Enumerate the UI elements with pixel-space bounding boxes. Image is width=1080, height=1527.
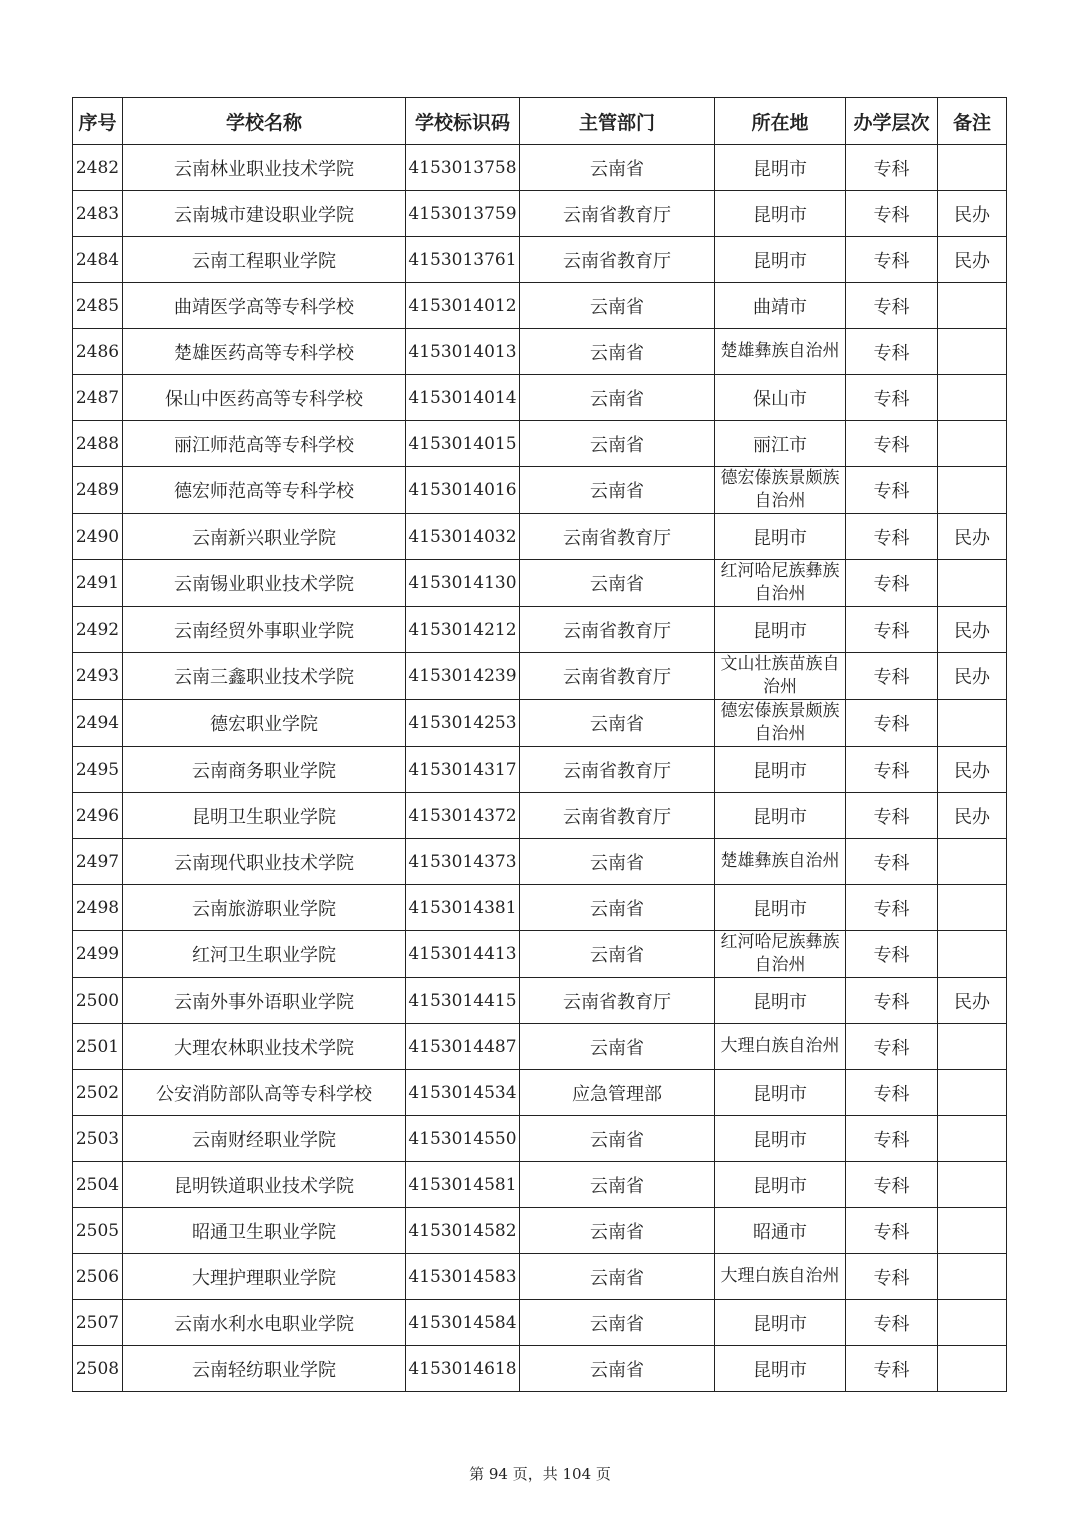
cell-location: 红河哈尼族彝族自治州 — [715, 560, 846, 607]
cell-location: 昆明市 — [715, 1070, 846, 1116]
cell-department: 云南省 — [520, 467, 715, 514]
cell-department: 云南省 — [520, 375, 715, 421]
cell-department: 云南省 — [520, 1116, 715, 1162]
cell-seq: 2490 — [73, 514, 123, 560]
cell-level: 专科 — [846, 1070, 938, 1116]
cell-level: 专科 — [846, 514, 938, 560]
header-location: 所在地 — [715, 98, 846, 145]
cell-department: 云南省教育厅 — [520, 978, 715, 1024]
cell-school-name: 大理护理职业学院 — [123, 1254, 406, 1300]
cell-seq: 2484 — [73, 237, 123, 283]
cell-school-name: 云南经贸外事职业学院 — [123, 607, 406, 653]
cell-school-code: 4153014012 — [406, 283, 520, 329]
cell-seq: 2499 — [73, 931, 123, 978]
cell-school-name: 楚雄医药高等专科学校 — [123, 329, 406, 375]
cell-remark — [938, 467, 1007, 514]
cell-school-name: 德宏职业学院 — [123, 700, 406, 747]
table-row — [73, 839, 1007, 885]
cell-school-name: 云南轻纺职业学院 — [123, 1346, 406, 1392]
cell-school-name: 云南旅游职业学院 — [123, 885, 406, 931]
cell-level: 专科 — [846, 653, 938, 700]
cell-remark: 民办 — [938, 607, 1007, 653]
cell-location: 昆明市 — [715, 1346, 846, 1392]
cell-seq: 2492 — [73, 607, 123, 653]
cell-location: 楚雄彝族自治州 — [715, 329, 846, 375]
cell-location: 保山市 — [715, 375, 846, 421]
cell-school-code: 4153014014 — [406, 375, 520, 421]
cell-location: 昆明市 — [715, 514, 846, 560]
cell-level: 专科 — [846, 885, 938, 931]
cell-remark: 民办 — [938, 191, 1007, 237]
table-row — [73, 1116, 1007, 1162]
cell-department: 云南省 — [520, 329, 715, 375]
cell-level: 专科 — [846, 375, 938, 421]
cell-remark: 民办 — [938, 747, 1007, 793]
table-row — [73, 885, 1007, 931]
cell-school-name: 德宏师范高等专科学校 — [123, 467, 406, 514]
cell-location: 大理白族自治州 — [715, 1024, 846, 1070]
cell-school-name: 云南林业职业技术学院 — [123, 145, 406, 191]
cell-level: 专科 — [846, 1208, 938, 1254]
cell-level: 专科 — [846, 931, 938, 978]
cell-level: 专科 — [846, 747, 938, 793]
cell-school-name: 丽江师范高等专科学校 — [123, 421, 406, 467]
table-row — [73, 1254, 1007, 1300]
cell-school-name: 云南财经职业学院 — [123, 1116, 406, 1162]
cell-school-code: 4153014583 — [406, 1254, 520, 1300]
table-row — [73, 607, 1007, 653]
table-row — [73, 1346, 1007, 1392]
table-row — [73, 514, 1007, 560]
cell-school-code: 4153014373 — [406, 839, 520, 885]
cell-school-code: 4153014130 — [406, 560, 520, 607]
cell-seq: 2491 — [73, 560, 123, 607]
header-seq: 序号 — [73, 98, 123, 145]
cell-department: 云南省 — [520, 839, 715, 885]
cell-seq: 2487 — [73, 375, 123, 421]
table-row — [73, 467, 1007, 514]
cell-school-name: 云南锡业职业技术学院 — [123, 560, 406, 607]
table-row — [73, 560, 1007, 607]
cell-school-code: 4153014013 — [406, 329, 520, 375]
cell-remark: 民办 — [938, 978, 1007, 1024]
cell-department: 云南省 — [520, 1346, 715, 1392]
cell-level: 专科 — [846, 607, 938, 653]
cell-school-name: 云南水利水电职业学院 — [123, 1300, 406, 1346]
cell-remark — [938, 839, 1007, 885]
cell-seq: 2494 — [73, 700, 123, 747]
cell-school-name: 云南工程职业学院 — [123, 237, 406, 283]
cell-school-name: 云南外事外语职业学院 — [123, 978, 406, 1024]
cell-school-code: 4153014239 — [406, 653, 520, 700]
cell-school-code: 4153014015 — [406, 421, 520, 467]
cell-location: 昆明市 — [715, 978, 846, 1024]
cell-department: 云南省 — [520, 145, 715, 191]
cell-location: 德宏傣族景颇族自治州 — [715, 700, 846, 747]
table-row — [73, 145, 1007, 191]
cell-level: 专科 — [846, 793, 938, 839]
cell-location: 昆明市 — [715, 885, 846, 931]
cell-level: 专科 — [846, 1162, 938, 1208]
table-row — [73, 375, 1007, 421]
cell-seq: 2501 — [73, 1024, 123, 1070]
header-school-code: 学校标识码 — [406, 98, 520, 145]
cell-department: 云南省 — [520, 1300, 715, 1346]
cell-level: 专科 — [846, 700, 938, 747]
cell-school-name: 云南商务职业学院 — [123, 747, 406, 793]
cell-school-code: 4153014016 — [406, 467, 520, 514]
cell-school-code: 4153014618 — [406, 1346, 520, 1392]
cell-school-name: 公安消防部队高等专科学校 — [123, 1070, 406, 1116]
cell-department: 云南省教育厅 — [520, 747, 715, 793]
cell-location: 昆明市 — [715, 145, 846, 191]
cell-remark — [938, 700, 1007, 747]
cell-remark — [938, 375, 1007, 421]
cell-remark — [938, 1116, 1007, 1162]
cell-school-code: 4153014032 — [406, 514, 520, 560]
cell-seq: 2482 — [73, 145, 123, 191]
table-row — [73, 700, 1007, 747]
cell-level: 专科 — [846, 283, 938, 329]
cell-seq: 2504 — [73, 1162, 123, 1208]
cell-level: 专科 — [846, 1024, 938, 1070]
cell-seq: 2498 — [73, 885, 123, 931]
cell-school-name: 云南三鑫职业技术学院 — [123, 653, 406, 700]
cell-school-code: 4153014413 — [406, 931, 520, 978]
cell-location: 大理白族自治州 — [715, 1254, 846, 1300]
cell-level: 专科 — [846, 421, 938, 467]
table-row — [73, 191, 1007, 237]
table-row — [73, 1162, 1007, 1208]
table-row — [73, 793, 1007, 839]
cell-seq: 2489 — [73, 467, 123, 514]
cell-level: 专科 — [846, 467, 938, 514]
header-level: 办学层次 — [846, 98, 938, 145]
cell-location: 昆明市 — [715, 1162, 846, 1208]
cell-school-code: 4153014372 — [406, 793, 520, 839]
table-row — [73, 653, 1007, 700]
cell-level: 专科 — [846, 191, 938, 237]
cell-remark: 民办 — [938, 653, 1007, 700]
cell-location: 文山壮族苗族自治州 — [715, 653, 846, 700]
cell-school-name: 云南新兴职业学院 — [123, 514, 406, 560]
cell-school-code: 4153013759 — [406, 191, 520, 237]
table-row — [73, 421, 1007, 467]
cell-seq: 2505 — [73, 1208, 123, 1254]
table-row — [73, 283, 1007, 329]
cell-remark — [938, 1300, 1007, 1346]
cell-level: 专科 — [846, 329, 938, 375]
cell-location: 昭通市 — [715, 1208, 846, 1254]
cell-school-name: 大理农林职业技术学院 — [123, 1024, 406, 1070]
cell-location: 红河哈尼族彝族自治州 — [715, 931, 846, 978]
cell-seq: 2488 — [73, 421, 123, 467]
cell-department: 云南省 — [520, 1162, 715, 1208]
cell-school-code: 4153014582 — [406, 1208, 520, 1254]
cell-location: 曲靖市 — [715, 283, 846, 329]
cell-school-code: 4153014550 — [406, 1116, 520, 1162]
cell-school-code: 4153014584 — [406, 1300, 520, 1346]
cell-remark — [938, 1070, 1007, 1116]
cell-school-name: 保山中医药高等专科学校 — [123, 375, 406, 421]
cell-school-code: 4153014212 — [406, 607, 520, 653]
cell-remark — [938, 329, 1007, 375]
cell-school-code: 4153013758 — [406, 145, 520, 191]
cell-remark — [938, 1254, 1007, 1300]
cell-location: 楚雄彝族自治州 — [715, 839, 846, 885]
cell-seq: 2497 — [73, 839, 123, 885]
cell-remark — [938, 560, 1007, 607]
cell-level: 专科 — [846, 145, 938, 191]
header-school-name: 学校名称 — [123, 98, 406, 145]
table-row — [73, 747, 1007, 793]
cell-school-name: 云南城市建设职业学院 — [123, 191, 406, 237]
cell-seq: 2502 — [73, 1070, 123, 1116]
cell-department: 云南省 — [520, 283, 715, 329]
cell-level: 专科 — [846, 978, 938, 1024]
cell-school-code: 4153014534 — [406, 1070, 520, 1116]
cell-level: 专科 — [846, 1300, 938, 1346]
cell-department: 云南省教育厅 — [520, 237, 715, 283]
cell-level: 专科 — [846, 1346, 938, 1392]
cell-location: 昆明市 — [715, 1116, 846, 1162]
cell-seq: 2483 — [73, 191, 123, 237]
cell-department: 云南省 — [520, 1024, 715, 1070]
cell-department: 云南省 — [520, 1254, 715, 1300]
cell-department: 应急管理部 — [520, 1070, 715, 1116]
cell-seq: 2495 — [73, 747, 123, 793]
cell-level: 专科 — [846, 839, 938, 885]
table-row — [73, 1024, 1007, 1070]
school-list-table — [72, 97, 1007, 1392]
cell-school-code: 4153014381 — [406, 885, 520, 931]
table-row — [73, 329, 1007, 375]
cell-school-code: 4153014581 — [406, 1162, 520, 1208]
header-department: 主管部门 — [520, 98, 715, 145]
cell-school-name: 昭通卫生职业学院 — [123, 1208, 406, 1254]
cell-department: 云南省教育厅 — [520, 191, 715, 237]
header-remark: 备注 — [938, 98, 1007, 145]
cell-seq: 2503 — [73, 1116, 123, 1162]
table-row — [73, 978, 1007, 1024]
cell-remark: 民办 — [938, 793, 1007, 839]
cell-department: 云南省教育厅 — [520, 793, 715, 839]
cell-location: 昆明市 — [715, 793, 846, 839]
cell-school-name: 云南现代职业技术学院 — [123, 839, 406, 885]
cell-remark — [938, 931, 1007, 978]
cell-department: 云南省 — [520, 421, 715, 467]
cell-school-code: 4153013761 — [406, 237, 520, 283]
cell-department: 云南省 — [520, 700, 715, 747]
cell-school-name: 昆明铁道职业技术学院 — [123, 1162, 406, 1208]
cell-level: 专科 — [846, 1116, 938, 1162]
cell-level: 专科 — [846, 560, 938, 607]
cell-school-code: 4153014487 — [406, 1024, 520, 1070]
cell-seq: 2508 — [73, 1346, 123, 1392]
cell-school-name: 昆明卫生职业学院 — [123, 793, 406, 839]
header-row — [73, 98, 1007, 145]
table-row — [73, 931, 1007, 978]
table-row — [73, 1070, 1007, 1116]
table-row — [73, 1300, 1007, 1346]
cell-department: 云南省 — [520, 885, 715, 931]
page-footer: 第 94 页，共 104 页 — [469, 1465, 611, 1483]
cell-location: 德宏傣族景颇族自治州 — [715, 467, 846, 514]
cell-school-code: 4153014415 — [406, 978, 520, 1024]
cell-remark — [938, 1162, 1007, 1208]
cell-department: 云南省教育厅 — [520, 653, 715, 700]
cell-remark — [938, 1208, 1007, 1254]
cell-department: 云南省 — [520, 1208, 715, 1254]
cell-school-name: 曲靖医学高等专科学校 — [123, 283, 406, 329]
table-row — [73, 237, 1007, 283]
cell-remark — [938, 145, 1007, 191]
cell-department: 云南省 — [520, 931, 715, 978]
cell-seq: 2506 — [73, 1254, 123, 1300]
cell-remark — [938, 1346, 1007, 1392]
cell-location: 丽江市 — [715, 421, 846, 467]
cell-location: 昆明市 — [715, 747, 846, 793]
cell-location: 昆明市 — [715, 607, 846, 653]
cell-department: 云南省教育厅 — [520, 607, 715, 653]
cell-level: 专科 — [846, 1254, 938, 1300]
cell-remark — [938, 885, 1007, 931]
cell-remark — [938, 283, 1007, 329]
table-row — [73, 1208, 1007, 1254]
cell-level: 专科 — [846, 237, 938, 283]
cell-seq: 2496 — [73, 793, 123, 839]
cell-seq: 2485 — [73, 283, 123, 329]
cell-remark — [938, 421, 1007, 467]
cell-department: 云南省 — [520, 560, 715, 607]
cell-seq: 2507 — [73, 1300, 123, 1346]
cell-seq: 2500 — [73, 978, 123, 1024]
cell-location: 昆明市 — [715, 1300, 846, 1346]
cell-school-code: 4153014253 — [406, 700, 520, 747]
cell-school-name: 红河卫生职业学院 — [123, 931, 406, 978]
cell-seq: 2486 — [73, 329, 123, 375]
cell-seq: 2493 — [73, 653, 123, 700]
cell-remark: 民办 — [938, 514, 1007, 560]
cell-location: 昆明市 — [715, 191, 846, 237]
cell-remark — [938, 1024, 1007, 1070]
cell-remark: 民办 — [938, 237, 1007, 283]
cell-school-code: 4153014317 — [406, 747, 520, 793]
cell-department: 云南省教育厅 — [520, 514, 715, 560]
cell-location: 昆明市 — [715, 237, 846, 283]
